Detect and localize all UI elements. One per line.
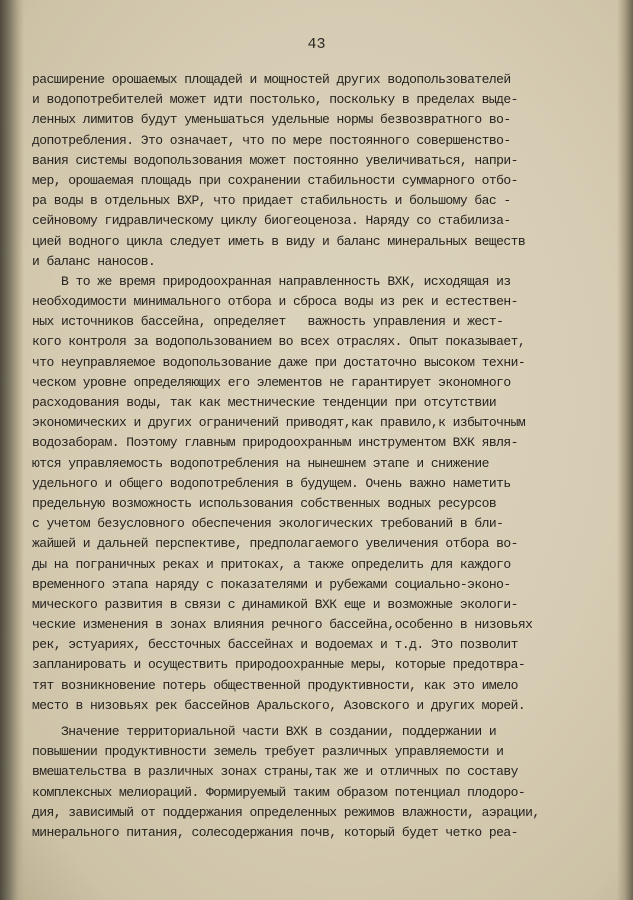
- text-line: запланировать и осуществить природоохранные меры, которые предотвра-: [32, 657, 526, 673]
- text-line: необходимости минимального отбора и сброса воды из рек и естествен-: [32, 294, 518, 310]
- text-line: Значение территориальной части ВХК в создании, поддержании и: [32, 724, 497, 739]
- text-line: комплексных мелиораций. Формируемый таким образом потенциал плодоро-: [32, 784, 526, 800]
- text-line: кого контроля за водопользованием во всех отраслях. Опыт показывает,: [32, 334, 526, 350]
- text-line: дия, зависимый от поддержания определенных режимов влажности, аэрации,: [32, 804, 540, 820]
- paragraph-3: [32, 722, 612, 843]
- paragraph-1: [32, 70, 612, 272]
- text-line: рек, эстуариях, бессточных бассейнах и водоемах и т.д. Это позволит: [32, 637, 518, 653]
- page-number: 43: [307, 36, 326, 53]
- text-line: минерального питания, солесодержания почв, который будет четко реа-: [32, 824, 518, 840]
- text-line: экономических и других ограничений приводят,как правило,к избыточным: [32, 415, 526, 431]
- text-line: тят возникновение потерь общественной продуктивности, как это имело: [32, 677, 518, 693]
- text-line: ются управляемость водопотребления на нынешнем этапе и снижение: [32, 455, 489, 471]
- text-line: расширение орошаемых площадей и мощностей других водопользователей: [32, 72, 511, 87]
- text-line: повышении продуктивности земель требует различных управляемости и: [32, 744, 504, 760]
- text-line: место в низовьях рек бассейнов Аральского, Азовского и других морей.: [32, 697, 526, 713]
- text-line: ра воды в отдельных ВХР, что придает стабильность и большому бас -: [32, 193, 511, 209]
- text-line: цией водного цикла следует иметь в виду и баланс минеральных веществ: [32, 233, 526, 249]
- text-line: сейновому гидравлическому циклу биогеоценоза. Наряду со стабилиза-: [32, 213, 511, 229]
- paragraph-2: [32, 272, 612, 716]
- text-line: ды на пограничных реках и притоках, а также определить для каждого: [32, 556, 511, 572]
- text-line: расходования воды, так как местнические тенденции при отсутствии: [32, 395, 497, 410]
- text-line: ных источников бассейна, определяет важность управления и жест-: [32, 314, 504, 330]
- text-line: с учетом безусловного обеспечения экологических требований в бли-: [32, 516, 504, 532]
- text-line: мер, орошаемая площадь при сохранении стабильности суммарного отбо-: [32, 172, 518, 188]
- page-left-edge-shadow: [0, 0, 24, 900]
- text-line: ленных лимитов будут уменьшаться удельные нормы безвозвратного во-: [32, 112, 511, 128]
- text-line: водозаборам. Поэтому главным природоохранным инструментом ВХК явля-: [32, 435, 518, 451]
- text-line: мического развития в связи с динамикой ВХК еще и возможные экологи-: [32, 596, 518, 612]
- text-line: предельную возможность использования собственных водных ресурсов: [32, 495, 497, 511]
- text-line: что неуправляемое водопользование даже при достаточно высоком техни-: [32, 354, 526, 370]
- text-line: В то же время природоохранная направленность ВХК, исходящая из: [32, 273, 511, 289]
- text-line: временного этапа наряду с показателями и рубежами социально-эконо-: [32, 576, 511, 592]
- text-line: и водопотребителей может идти постолько, поскольку в пределах выде-: [32, 92, 518, 108]
- text-line: ческом уровне определяющих его элементов не гарантирует экономного: [32, 374, 511, 390]
- text-line: вания системы водопользования может постоянно увеличиваться, напри-: [32, 152, 518, 168]
- text-line: жайшей и дальней перспективе, предполагаемого увеличения отбора во-: [32, 536, 518, 552]
- text-line: вмешательства в различных зонах страны,так же и отличных по составу: [32, 764, 518, 780]
- text-line: и баланс наносов.: [32, 253, 156, 269]
- text-line: допотребления. Это означает, что по мере постоянного совершенство-: [32, 132, 511, 148]
- page-right-edge-shadow: [617, 0, 633, 900]
- document-body: [32, 70, 612, 843]
- text-line: ческие изменения в зонах влияния речного бассейна,особенно в низовьях: [32, 617, 533, 633]
- text-line: удельного и общего водопотребления в будущем. Очень важно наметить: [32, 475, 511, 491]
